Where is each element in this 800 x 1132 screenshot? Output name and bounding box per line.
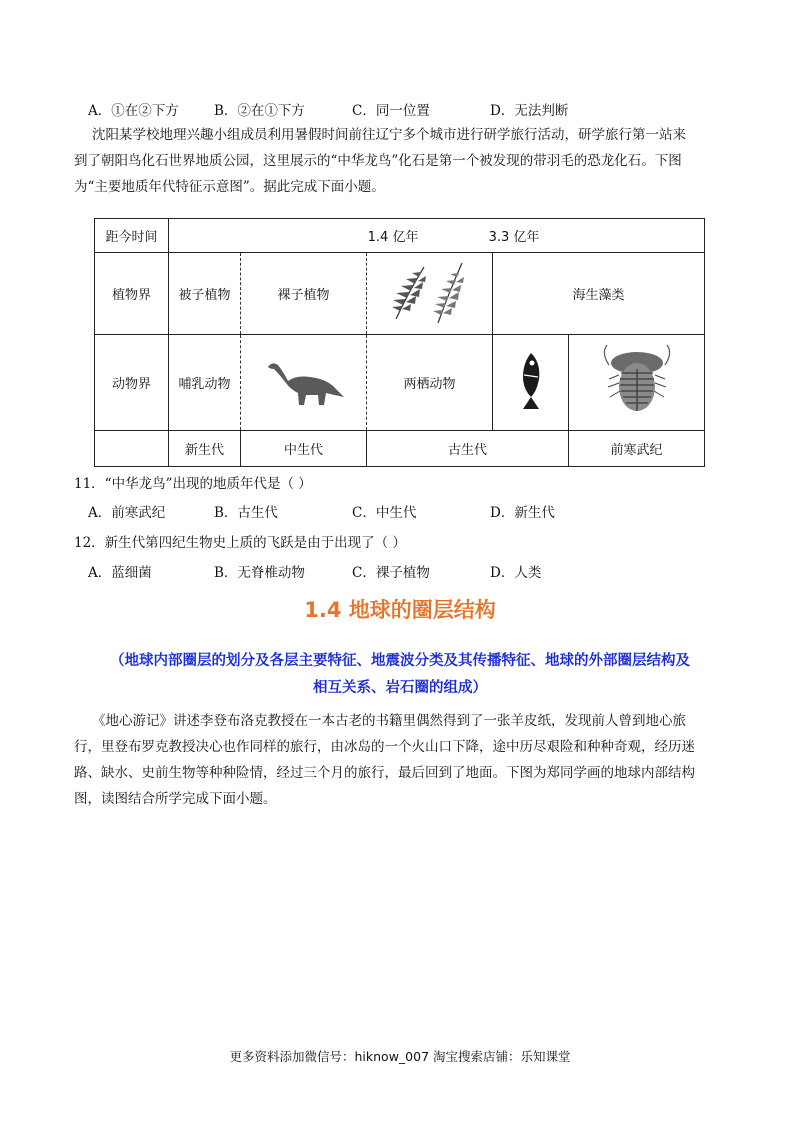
- time-scale-cell: [169, 219, 705, 253]
- q10-option-a: A．①在②下方: [88, 103, 179, 119]
- era-precambrian: 前寒武纪: [569, 431, 705, 467]
- era-mesozoic: 中生代: [241, 431, 367, 467]
- footer-promo: 更多资料添加微信号：hiknow_007 淘宝搜索店铺：乐知课堂: [229, 1049, 571, 1064]
- q11-option-d: D．新生代: [490, 505, 555, 521]
- story-line: 图，读图结合所学完成下面小题。: [74, 791, 277, 807]
- q11-option-a: A．前寒武纪: [88, 505, 166, 521]
- q11-stem: 11．“中华龙鸟”出现的地质年代是（ ）: [74, 476, 312, 492]
- time-marker-2: 3.3 亿年: [488, 230, 540, 245]
- fish-cell: [493, 335, 569, 431]
- dinosaur-icon: [262, 353, 346, 409]
- fern-cell: [367, 253, 493, 335]
- subtitle-line: 相互关系、岩石圈的组成）: [313, 680, 487, 696]
- era-paleozoic: 古生代: [367, 431, 569, 467]
- fern-icon: [382, 257, 478, 327]
- time-header-label: 距今时间: [95, 219, 169, 253]
- time-marker-1: 1.4 亿年: [367, 230, 419, 245]
- plant-kingdom-label: 植物界: [95, 253, 169, 335]
- q10-option-b: B．②在①下方: [214, 103, 305, 119]
- q12-option-d: D．人类: [490, 565, 542, 581]
- q11-option-b: B．古生代: [214, 505, 278, 521]
- trilobite-cell: [569, 335, 705, 431]
- q12-option-c: C．裸子植物: [352, 565, 430, 581]
- intro-line: 沈阳某学校地理兴趣小组成员利用暑假时间前往辽宁多个城市进行研学旅行活动，研学旅行第一站来: [92, 127, 686, 143]
- mammal-cell: 哺乳动物: [169, 335, 241, 431]
- dinosaur-cell: [241, 335, 367, 431]
- section-title: 1.4 地球的圈层结构: [304, 598, 496, 622]
- subtitle-line: （地球内部圈层的划分及各层主要特征、地震波分类及其传播特征、地球的外部圈层结构及: [110, 653, 690, 669]
- q10-option-c: C．同一位置: [352, 103, 430, 119]
- gymnosperm-cell: 裸子植物: [241, 253, 367, 335]
- story-line: 《地心游记》讲述李登布洛克教授在一本古老的书籍里偶然得到了一张羊皮纸，发现前人曾到地心旅: [92, 713, 686, 729]
- animal-kingdom-label: 动物界: [95, 335, 169, 431]
- section-subtitle: [80, 648, 720, 702]
- story-line: 行，里登布罗克教授决心也作同样的旅行，由冰岛的一个火山口下降，途中历尽艰险和种种奇观，经历迷: [74, 739, 695, 755]
- angiosperm-cell: 被子植物: [169, 253, 241, 335]
- q12-stem: 12．新生代第四纪生物史上质的飞跃是由于出现了（ ）: [74, 535, 406, 551]
- story-paragraph: [74, 708, 730, 812]
- era-row-blank: [95, 431, 169, 467]
- q12-option-a: A．蓝细菌: [88, 565, 152, 581]
- intro-paragraph: [74, 122, 730, 200]
- q10-option-d: D．无法判断: [490, 103, 569, 119]
- intro-line: 为“主要地质年代特征示意图”。据此完成下面小题。: [74, 179, 385, 195]
- amphibian-cell: 两栖动物: [367, 335, 493, 431]
- marine-algae-cell: 海生藻类: [493, 253, 705, 335]
- q12-option-b: B．无脊椎动物: [214, 565, 305, 581]
- story-line: 路、缺水、史前生物等种种险情，经过三个月的旅行，最后回到了地面。下图为郑同学画的地球内部结构: [74, 765, 695, 781]
- fish-icon: [517, 349, 545, 413]
- trilobite-icon: [597, 343, 677, 419]
- intro-line: 到了朝阳鸟化石世界地质公园，这里展示的“中华龙鸟”化石是第一个被发现的带羽毛的恐龙化石。下图: [74, 153, 682, 169]
- q11-option-c: C．中生代: [352, 505, 417, 521]
- era-cenozoic: 新生代: [169, 431, 241, 467]
- geologic-era-table: [94, 218, 705, 467]
